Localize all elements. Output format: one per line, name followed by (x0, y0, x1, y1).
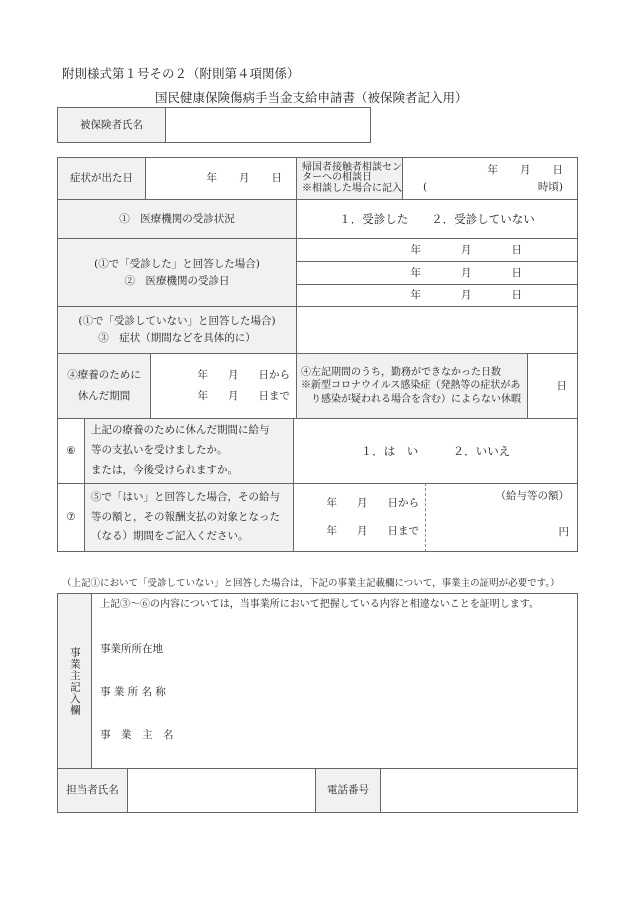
row7-number: ⑦ (57, 483, 85, 552)
month-label: 月 (520, 163, 531, 176)
amount-label: （給与等の額） (495, 490, 569, 502)
symptoms-field[interactable] (296, 306, 578, 354)
from-label: 日から (258, 369, 290, 381)
row4-days-label (296, 353, 528, 419)
month-label: 月 (357, 497, 368, 510)
row7-question (84, 483, 294, 552)
employer-section[interactable] (91, 593, 578, 769)
year-label: 年 (410, 243, 421, 256)
day-label: 日 (552, 163, 563, 176)
visit-date-3[interactable] (296, 284, 578, 307)
month-label: 月 (357, 524, 368, 537)
from-label: 日から (387, 497, 419, 510)
insured-name-field[interactable] (165, 107, 371, 143)
phone-label: 電話番号 (315, 768, 381, 813)
row3-label (57, 306, 297, 354)
employer-note: （上記①において「受診していない」と回答した場合は，下記の事業主記載欄について，事業主の証明が必要です。） (62, 578, 560, 589)
row3-title: ③ 症状（期間などを具体的に） (98, 332, 256, 344)
leave-period-field[interactable] (150, 353, 297, 419)
row6-q2: 等の支払いを受けましたか。 (91, 444, 228, 457)
until-label: 日まで (258, 390, 290, 402)
employer-side-label (57, 593, 92, 769)
row4-label (57, 353, 151, 419)
row1-label: ① 医療機関の受診状況 (57, 199, 297, 239)
row4-label-line2: 休んだ期間 (77, 390, 131, 402)
days-field[interactable] (527, 353, 578, 419)
consult-label-line2: ターへの相談日 (302, 172, 372, 184)
year-label: 年 (487, 163, 498, 176)
form-number: 附則様式第１号その２（附則第４項関係） (62, 66, 300, 81)
month-label: 月 (239, 172, 250, 185)
insured-name-label: 被保険者氏名 (57, 107, 166, 143)
form-title: 国民健康保険傷病手当金支給申請書（被保険者記入用） (155, 90, 468, 105)
day-label: 日 (511, 243, 522, 256)
row6-question (84, 418, 294, 484)
visit-date-2[interactable] (296, 261, 578, 285)
row7-q1: ⑤で「はい」と回答した場合，その給与 (91, 490, 280, 503)
row2-title: ② 医療機関の受診日 (124, 274, 230, 287)
row6-number: ⑥ (57, 418, 85, 484)
day-label: 日 (511, 266, 522, 279)
day-label: 日 (511, 289, 522, 302)
year-label: 年 (197, 369, 208, 381)
month-label: 月 (228, 369, 239, 381)
paid-period-field[interactable] (293, 483, 426, 552)
yen-unit: 円 (558, 526, 569, 539)
hour-label: 時頃) (537, 180, 563, 193)
consult-note: ※相談した場合に記入 (302, 182, 402, 194)
consult-date-field[interactable] (402, 157, 578, 200)
employer-name-label: 事 業 所 名 称 (100, 686, 166, 698)
consult-label-line1: 帰国者接触者相談セン (302, 161, 402, 173)
paren: ( (423, 180, 428, 193)
phone-field[interactable] (380, 768, 578, 813)
employer-address-label: 事業所所在地 (100, 643, 163, 655)
onset-date-field[interactable] (145, 157, 297, 200)
contact-person-label: 担当者氏名 (57, 768, 128, 813)
year-label: 年 (410, 289, 421, 302)
month-label: 月 (461, 266, 472, 279)
year-label: 年 (326, 497, 337, 510)
days-note: ※新型コロナウイルス感染症（発熱等の症状があり感染が疑われる場合を含む）によらない休暇 (301, 380, 521, 405)
year-label: 年 (206, 172, 217, 185)
days-unit: 日 (556, 379, 567, 392)
row6-q1: 上記の療養のために休んだ期間に給与 (91, 424, 270, 437)
month-label: 月 (461, 289, 472, 302)
employer-statement: 上記③～⑥の内容については，当事業所において把握している内容と相違ないことを証明します。 (100, 599, 539, 610)
row7-q3: （なる）期間をご記入ください。 (91, 530, 249, 543)
month-label: 月 (461, 243, 472, 256)
row3-condition: (①で「受診していない」と回答した場合) (78, 315, 276, 328)
year-label: 年 (326, 524, 337, 537)
employer-side-text: 事業主記入欄 (68, 646, 81, 716)
row4-label-line1: ④療養のために (67, 369, 141, 381)
contact-person-field[interactable] (127, 768, 316, 813)
amount-field[interactable] (425, 483, 578, 552)
row6-q3: または，今後受けられますか。 (91, 463, 238, 476)
onset-label: 症状が出た日 (57, 157, 146, 200)
month-label: 月 (228, 390, 239, 402)
row1-options[interactable]: １．受診した ２．受診していない (296, 199, 578, 239)
visit-date-1[interactable] (296, 238, 578, 262)
days-label: ④左記期間のうち，勤務ができなかった日数 (301, 366, 501, 378)
day-label: 日 (271, 172, 282, 185)
employer-owner-label: 事 業 主 名 (100, 729, 174, 741)
row2-condition: (①で「受診した」と回答した場合) (94, 257, 260, 270)
year-label: 年 (197, 390, 208, 402)
year-label: 年 (410, 266, 421, 279)
row7-q2: 等の額と，その報酬支払の対象となった (91, 510, 280, 523)
row6-options[interactable]: １．は い ２．いいえ (293, 418, 578, 484)
row2-label (57, 238, 297, 307)
consult-label (296, 157, 403, 200)
until-label: 日まで (387, 524, 419, 537)
